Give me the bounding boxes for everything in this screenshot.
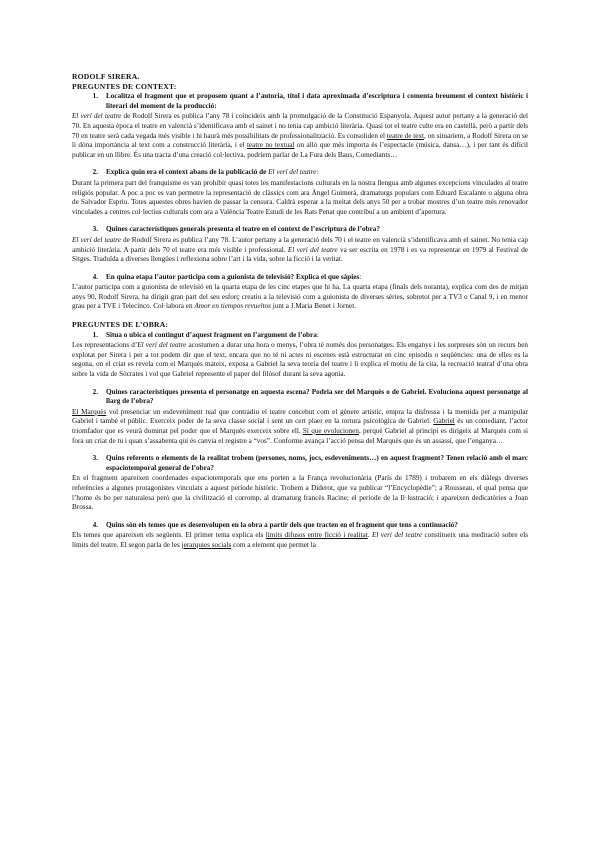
answer-text: L’autor participa com a guionista de televisió en la quarta etapa de les cinc etapes que hi ha. La quarta etapa (finals dels noranta), explica com des de mitjan anys 90, Rodolf Sirera, ha dirigit gran part del seu esforç creatiu a la televisió com a guionista de diverses sèries, sobretot per a TV3 o Canal 9, i en menor grau per a TVE i Telecinco. Col·labora en [72, 283, 528, 311]
answer-text: va ser escrita en 1978 i es va representar en 1979 al Festival de Sitges. Traduïda a diverses llengües i reflexiona sobre l’art i la vida, sobre la ficció i la veritat. [72, 245, 528, 264]
answer-text: constitueix una meditació sobre els límits del teatre. El segon parla de les [72, 531, 529, 549]
answer-text: és un comediant, l’actor triomfador que es veurà dominat pel poder que el Marquès exerceix sobre ell. [72, 417, 528, 435]
question-number: 4. [92, 520, 98, 529]
document-page [72, 72, 528, 551]
underlined-term: límits difusos entre ficció i realitat [265, 531, 368, 540]
answer-obra-2 [72, 408, 528, 446]
question-text: Quins són els temes que es desenvolupen en la obra a partir dels que tracten en el fragment que tens a continuació? [106, 520, 458, 529]
answer-context-4 [72, 283, 528, 312]
answer-text: de Rodolf Sirera es publica l’any 78 i coincideix amb la promulgació de la Constitució Espanyola. Aquest autor pertany a la generació del 70. En aquesta època el teatre en valencià s’identificava amb el sainet i no tenia cap ambició literària. Quasi tot el teatre culte era en castellà, però a partir dels 70 en teatre serà cada vegada més visible i hi haurà més possibilitats de professionalització. Es consoliden el [72, 112, 529, 140]
question-number: 2. [92, 168, 98, 177]
work-title: El verí del teatre [371, 531, 423, 540]
question-text-part: : [359, 272, 362, 281]
work-title: El verí del teatre [137, 341, 187, 350]
question-context-4 [72, 273, 528, 283]
question-text [106, 273, 528, 283]
question-context-2 [72, 168, 528, 178]
question-number: 3. [92, 454, 98, 463]
work-title: El verí del teatre [72, 112, 122, 121]
underlined-term: jerarquies socials [181, 540, 232, 549]
question-number: 2. [92, 387, 98, 396]
answer-text: de Rodolf Sirera es publica l’any 78. L’autor pertany a la generació dels 70 i el teatre en valencià s’identificava amb el sainet. No tenia cap ambició literària. A partir dels 70 el teatre era més visible i professional. [72, 235, 529, 254]
answer-text: acostumen a durar una hora o menys, l’obra té només dos personatges. Els enganys i les sorpreses són un recurs ben explotat per Sirera i per a tot podem dir que el text, encara que no té ni actes ni escenes està estructurat en cinc episodis o seqüències: una de elles es la segona, on el criat es revela com el Marquès mateix, exposa a Gabriel la seva teoria del teatre i li explica el motiu de la cita, la recreació teatral d’una obra sobre la vida de Sòcrates i vol que Gabriel represente el paper del filòsof durant la seva agonia. [72, 341, 528, 379]
question-number: 1. [92, 330, 98, 339]
question-context-3 [72, 225, 528, 235]
answer-context-2: Durant la primera part del franquisme es van prohibir quasi totes les manifestacions culturals en la nostra llengua amb algunes excepcions vinculades al teatre religiós popular. A poc a poc es van permetre la representació de clàssics com ara Àngel Guimerà, dramaturgs populars com Eduard Escalante o alguna obra de Salvador Espriu. Totes aquestes obres havien de passar la censura. Caldrà esperar a la meitat dels anys 50 per a trobar mostres d’un teatre més renovador vinculades a centres col·lectius culturals com ara a València Teatre Estudi de les Rats Penat que contribuí a un ambient d’apertura. [72, 178, 528, 216]
question-obra-4 [72, 521, 528, 531]
underlined-term: El Marquès [72, 407, 107, 416]
work-title: El verí del teatre [268, 168, 317, 177]
question-text [106, 331, 528, 341]
answer-context-1 [72, 112, 528, 160]
question-text: Quines característiques presenta el personatge en aquesta escena? Podria ser del Marquès o de Gabriel. Evoluciona aquest personatge al llarg de l’obra? [106, 387, 528, 406]
answer-text: junt a J.Maria Benet i Jornet. [270, 302, 357, 311]
question-number: 4. [92, 272, 98, 281]
answer-text: vol presenciar un esdeveniment real que contradiu el teatre concebut com el gènere artístic, empra la disfressa i la mentida per a manipular Gabriel i també el públic. Exerceix poder de la seva classe social i sent un cert plaer en la tortura psicològica de Gabriel. [72, 407, 528, 426]
question-text-part: : [316, 330, 319, 339]
section-heading-context: PREGUNTES DE CONTEXT: [72, 81, 177, 91]
question-obra-3 [72, 454, 528, 473]
question-text-part: : [316, 168, 319, 177]
underlined-term: Gabriel [433, 417, 455, 426]
underlined-term: teatre no textual [246, 141, 295, 150]
answer-text: , on situaríem, a Rodolf Sirera on se li dóna importància al text com a construcció literària, i el [72, 131, 528, 150]
answer-text: Les representacions d’ [72, 341, 138, 350]
answer-obra-3: En el fragment apareixen coordenades espaciotemporals que ens porten a la França revolucionària (París de 1789) i trobarem en els diàlegs diverses referències a algunes protagonistes vinculats a aquest període històric. Trobem a Diderot, que va publicar “l’Encyclopèdie”; a Rousseau, el qual pensa que l’home és bo per naturalesa però que la civilització el corromp, al dramaturg francès Racine; el període de la Il·lustració; i apareixen dedicatòries a Joan Brossa. [72, 474, 528, 512]
work-title: El verí del teatre [72, 235, 121, 244]
question-text: Quines característiques generals presenta el teatre en el context de l’escriptura de l’obra? [106, 225, 380, 234]
series-title: Amor en tiempos revueltos [194, 302, 271, 311]
question-text: Quins referents o elements de la realitat trobem (persones, noms, jocs, esdeveniments…) en aquest fragment? Tenen relació amb el marc espaciotemporal general de l’obra? [106, 454, 528, 472]
question-text-part: En quina etapa l’autor participa com a guionista de televisió? Explica el que sàpies [106, 272, 360, 281]
answer-text: , perquè Gabriel al principi es dirigeix al Marquès com si fora un criat de tu i quan s’assabenta qui és canvia el registre a “vos”. Conforme avança l’acció pensa del Marquès que és un assassí, que l’enganya… [72, 427, 528, 445]
answer-obra-1 [72, 341, 528, 379]
document-title: RODOLF SIRERA. [72, 72, 140, 81]
answer-text: Els temes que apareixen els següents. El primer tema explica els [72, 531, 266, 540]
answer-text: com a element que permet la [231, 540, 316, 549]
question-number: 3. [92, 225, 98, 234]
answer-obra-4 [72, 531, 528, 550]
question-text-part: Situa o ubica el contingut d’aquest fragment en l’argument de l’obra [106, 330, 317, 339]
question-obra-2 [72, 388, 528, 407]
underlined-term: Sí que evolucionen [302, 427, 359, 435]
answer-text: . [367, 531, 372, 540]
question-text [106, 168, 528, 178]
question-number: 1. [92, 92, 98, 101]
question-obra-1 [72, 331, 528, 341]
underlined-term: teatre de text [386, 131, 425, 140]
answer-context-3 [72, 236, 528, 265]
question-text: Localitza el fragment que et proposem quant a l’autoria, títol i data aproximada d’escriptura i comenta breument el context històric i literari del moment de la producció: [106, 92, 528, 110]
work-title: El verí del teatre [287, 245, 338, 254]
question-text-part: Explica quin era el context abans de la publicació de [106, 168, 269, 177]
answer-text: on allò que més importa és l’espectacle (música, dansa…), i per tant és difícil publicar en un llibre. És una tracta d’una creació col·lectiva, podríem parlar de La Fura dels Baus, Comediants… [72, 141, 528, 159]
question-context-1 [72, 92, 528, 111]
section-heading-obra: PREGUNTES DE L’OBRA: [72, 320, 169, 330]
